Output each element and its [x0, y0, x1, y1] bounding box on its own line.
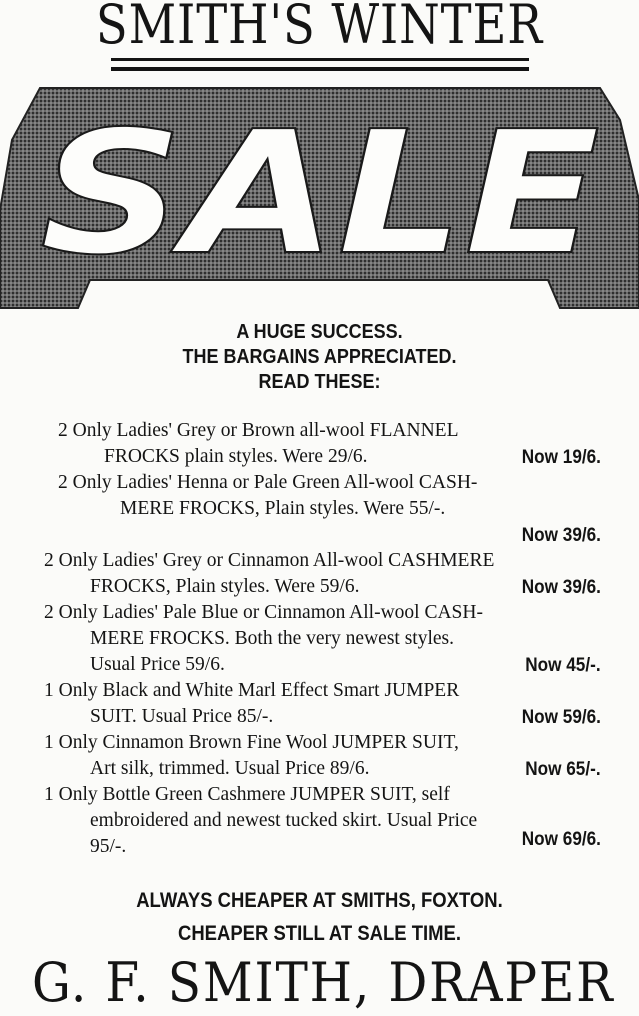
item-text: 1 Only Bottle Green Cashmere JUMPER SUIT, self — [44, 784, 450, 805]
list-item — [0, 782, 639, 860]
item-text: 1 Only Black and White Marl Effect Smart JUMPER — [44, 680, 460, 701]
item-price: Now 45/-. — [525, 654, 601, 676]
list-item — [0, 418, 639, 470]
item-price: Now 65/-. — [525, 758, 601, 780]
item-text: Usual Price 59/6. — [90, 654, 225, 675]
intro-line-3: READ THESE: — [258, 371, 381, 393]
intro-line-2: THE BARGAINS APPRECIATED. — [182, 346, 457, 368]
list-item — [0, 730, 639, 782]
item-text: Art silk, trimmed. Usual Price 89/6. — [90, 758, 370, 779]
intro-block — [0, 320, 639, 395]
sale-banner — [0, 80, 639, 320]
item-text: FROCKS, Plain styles. Were 59/6. — [90, 576, 360, 597]
list-item — [0, 470, 639, 548]
item-text: embroidered and newest tucked skirt. Usual Price — [90, 810, 478, 831]
merchant-signature: G. F. SMITH, DRAPER — [31, 951, 615, 1014]
headline-rule-bottom — [111, 67, 529, 71]
item-price: Now 59/6. — [521, 706, 601, 728]
item-price: Now 39/6. — [521, 524, 601, 546]
item-text: FROCKS plain styles. Were 29/6. — [104, 446, 368, 467]
item-text: 95/-. — [90, 836, 127, 857]
item-price: Now 39/6. — [521, 576, 601, 598]
footer-block — [0, 884, 639, 950]
item-list — [0, 418, 639, 860]
list-item — [0, 600, 639, 678]
item-price: Now 19/6. — [521, 446, 601, 468]
intro-line-1: A HUGE SUCCESS. — [236, 321, 403, 343]
item-text: 2 Only Ladies' Henna or Pale Green All-wool CASH- — [58, 472, 478, 493]
item-price: Now 69/6. — [521, 828, 601, 850]
item-text: MERE FROCKS, Plain styles. Were 55/-. — [120, 498, 446, 519]
item-text: 1 Only Cinnamon Brown Fine Wool JUMPER SUIT, — [44, 732, 459, 753]
headline: SMITH'S WINTER — [95, 0, 544, 56]
list-item — [0, 548, 639, 600]
footer-line-1: ALWAYS CHEAPER AT SMITHS, FOXTON. — [136, 889, 503, 912]
list-item — [0, 678, 639, 730]
headline-rule-top — [111, 58, 529, 61]
item-text: 2 Only Ladies' Grey or Cinnamon All-wool CASHMERE — [44, 550, 495, 571]
sale-word: SALE — [40, 95, 600, 293]
item-text: 2 Only Ladies' Grey or Brown all-wool FLANNEL — [58, 420, 459, 441]
item-text: 2 Only Ladies' Pale Blue or Cinnamon All-wool CASH- — [44, 602, 483, 623]
item-text: SUIT. Usual Price 85/-. — [90, 706, 274, 727]
footer-line-2: CHEAPER STILL AT SALE TIME. — [177, 922, 462, 945]
item-text: MERE FROCKS. Both the very newest styles. — [90, 628, 454, 649]
